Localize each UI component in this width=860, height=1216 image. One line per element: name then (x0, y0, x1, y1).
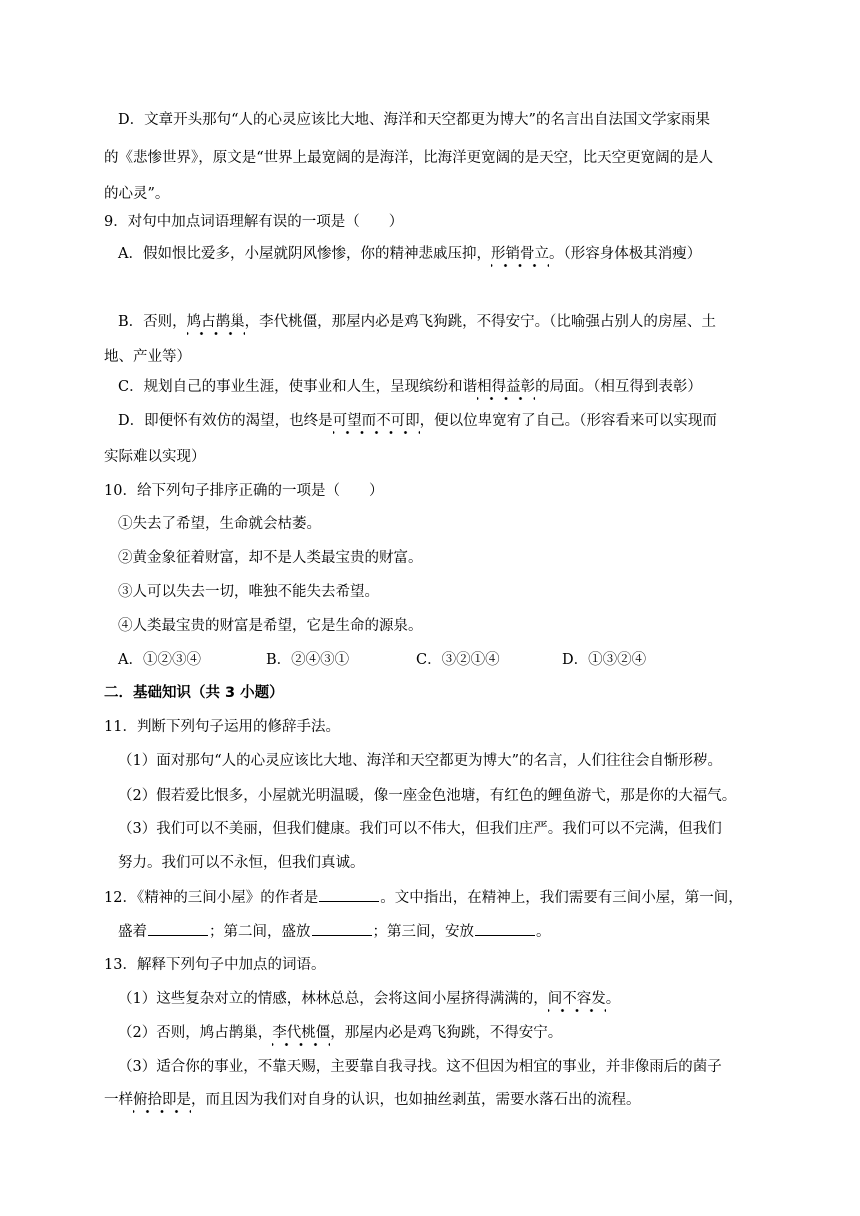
q9-option-c[interactable] (118, 377, 702, 397)
q10-sentence-4: ④人类最宝贵的财富是希望，它是生命的源泉。 (118, 618, 423, 634)
q9-option-c-dotted: 相得益彰 (477, 379, 535, 401)
q9-option-d[interactable] (118, 411, 717, 431)
q12-blank-room2[interactable] (312, 921, 372, 936)
q11-part-3-line2: 努力。我们可以不永恒，但我们真诚。 (118, 855, 365, 871)
q9-option-c-pre: C．规划自己的事业生涯，使事业和人生，呈现缤纷和谐 (118, 379, 478, 395)
q13-part-1 (118, 989, 620, 1009)
q8-option-d-line2: 的《悲惨世界》，原文是“世界上最宽阔的是海洋，比海洋更宽阔的是天空，比天空更宽阔的是人 (104, 150, 714, 166)
q12-text-pre: 12．《精神的三间小屋》的作者是 (104, 890, 319, 906)
q13-part-3-line2 (104, 1090, 641, 1110)
q9-option-a[interactable] (118, 244, 701, 264)
q11-part-3-line1: （3）我们可以不美丽，但我们健康。我们可以不伟大，但我们庄严。我们可以不完满，但我们 (118, 821, 722, 837)
q13-part-3-post: ，而且因为我们对自身的认识，也如抽丝剥茧，需要水落石出的流程。 (191, 1092, 641, 1108)
q11-part-2: （2）假若爱比恨多，小屋就光明温暖，像一座金色池塘，有红色的鲤鱼游弋，那是你的大福气。 (118, 788, 737, 804)
q9-option-a-dotted: 形销骨立 (491, 246, 549, 268)
q13-part-2-pre: （2）否则，鸠占鹊巢， (118, 1025, 273, 1041)
q10-option-b[interactable]: B．②④③① (266, 652, 350, 668)
q9-option-b-pre: B．否则， (118, 314, 187, 330)
q9-stem: 9．对句中加点词语理解有误的一项是（ ） (104, 214, 404, 230)
q9-option-b-post: ，李代桃僵，那屋内必是鸡飞狗跳，不得安宁。（比喻强占别人的房屋、土 (244, 314, 716, 330)
q13-part-3-line1: （3）适合你的事业，不靠天赐，主要靠自我寻找。这不但因为相宜的事业，并非像雨后的菌子 (118, 1059, 722, 1075)
q9-option-a-pre: A．假如恨比爱多，小屋就阴风惨惨，你的精神悲戚压抑， (118, 246, 491, 262)
q10-stem: 10．给下列句子排序正确的一项是（ ） (104, 483, 384, 499)
q12-line1 (104, 887, 743, 908)
q8-option-d-line1: D．文章开头那句“人的心灵应该比大地、海洋和天空都更为博大”的名言出自法国文学家雨果 (118, 112, 710, 128)
q13-stem: 13．解释下列句子中加点的词语。 (104, 957, 326, 973)
q10-sentence-3: ③人可以失去一切，唯独不能失去希望。 (118, 584, 379, 600)
q12-text-post: 。文中指出，在精神上，我们需要有三间小屋，第一间， (380, 890, 743, 906)
q9-option-a-post: 。（形容身体极其消瘦） (548, 246, 702, 262)
q13-part-2-post: ，那屋内必是鸡飞狗跳，不得安宁。 (330, 1025, 563, 1041)
q13-part-3-pre: 一样 (104, 1092, 133, 1108)
q10-sentence-2: ②黄金象征着财富，却不是人类最宝贵的财富。 (118, 550, 423, 566)
q9-option-d-line2: 实际难以实现） (104, 449, 206, 465)
q12-text-c: ；第三间，安放 (372, 924, 474, 940)
q10-option-c[interactable]: C．③②①④ (416, 652, 500, 668)
q10-option-a[interactable]: A．①②③④ (118, 652, 201, 668)
q10-option-d[interactable]: D．①③②④ (562, 652, 647, 668)
q11-part-1: （1）面对那句“人的心灵应该比大地、海洋和天空都更为博大”的名言，人们往往会自惭形秽。 (118, 753, 723, 769)
q13-part-3-dotted: 俯拾即是 (133, 1092, 191, 1114)
q9-option-b-dotted: 鸠占鹊巢 (187, 314, 245, 336)
q12-text-d: 。 (536, 924, 551, 940)
q12-blank-room3[interactable] (475, 921, 535, 936)
q9-option-d-dotted: 可望而不可即 (333, 413, 420, 435)
q13-part-1-pre: （1）这些复杂对立的情感，林林总总，会将这间小屋挤得满满的， (118, 991, 548, 1007)
q9-option-b[interactable] (118, 312, 716, 332)
q13-part-1-post: 。 (605, 991, 621, 1007)
q12-line2 (118, 921, 551, 942)
q12-blank-room1[interactable] (148, 921, 208, 936)
q10-sentence-1: ①失去了希望，生命就会枯萎。 (118, 516, 321, 532)
q12-text-b: ；第二间，盛放 (209, 924, 311, 940)
q11-stem: 11．判断下列句子运用的修辞手法。 (104, 719, 340, 735)
q9-option-c-post: 的局面。（相互得到表彰） (535, 379, 702, 395)
q9-option-b-line2: 地、产业等） (104, 349, 191, 365)
q8-option-d-line3: 的心灵”。 (104, 186, 170, 202)
section-heading: 二．基础知识（共 3 小题） (104, 685, 284, 701)
q12-text-a: 盛着 (118, 924, 147, 940)
q13-part-1-dotted: 间不容发 (548, 991, 606, 1013)
q12-blank-author[interactable] (319, 887, 379, 902)
q9-option-d-post: ，便以位卑宽宥了自己。（形容看来可以实现而 (419, 413, 717, 429)
q13-part-2 (118, 1023, 562, 1043)
q9-option-d-pre: D．即便怀有效仿的渴望，也终是 (118, 413, 333, 429)
q13-part-2-dotted: 李代桃僵 (272, 1025, 330, 1047)
q10-options (118, 650, 646, 670)
